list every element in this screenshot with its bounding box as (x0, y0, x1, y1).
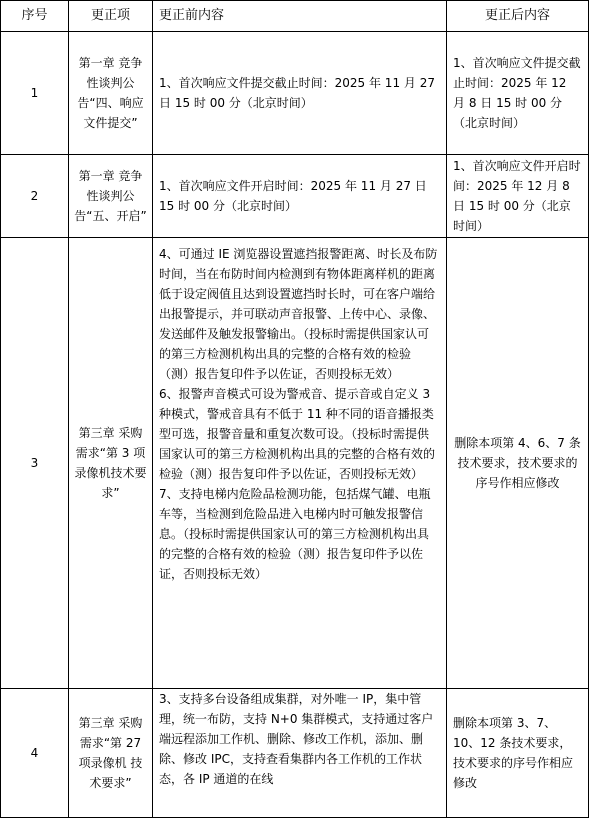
requirement-clause: 4、可通过 IE 浏览器设置遮挡报警距离、时长及布防时间，当在布防时间内检测到有物体距离样机的距离低于设定阀值且达到设置遮挡时长时，可在客户端给出报警提示，并可联动声音报警、上传中心、录像、发送邮件及触发报警输出。（投标时需提供国家认可的第三方检测机构出具的完整的合格有效的检验（测）报告复印件予以佐证，否则投标无效） (159, 247, 438, 381)
content-before: 1、首次响应文件提交截止时间：2025 年 11 月 27 日 15 时 00 分（北京时间） (153, 32, 447, 155)
content-after: 1、首次响应文件提交截止时间：2025 年 12 月 8 日 15 时 00 分（北京时间） (447, 32, 589, 155)
row-number: 1 (1, 32, 69, 155)
content-before: 1、首次响应文件开启时间：2025 年 11 月 27 日 15 时 00 分（北京时间） (153, 155, 447, 238)
header-after: 更正后内容 (447, 1, 589, 32)
correction-item: 第三章 采购需求“第 27 项录像机 技术要求” (69, 689, 153, 818)
content-after: 1、首次响应文件开启时间：2025 年 12 月 8 日 15 时 00 分（北京时间） (447, 155, 589, 238)
header-item: 更正项 (69, 1, 153, 32)
content-before (153, 689, 447, 818)
requirement-clause: 6、报警声音模式可设为警戒音、提示音或自定义 3 种模式，警戒音具有不低于 11 种不同的语音播报类型可选，报警音量和重复次数可设。（投标时需提供国家认可的第三方检测机构出具的完整的合格有效的检验（测）报告复印件予以佐证，否则投标无效） (159, 387, 436, 481)
content-after: 删除本项第 4、6、7 条技术要求，技术要求的序号作相应修改 (447, 238, 589, 689)
row-number: 2 (1, 155, 69, 238)
content-before-text: 3、支持多台设备组成集群，对外唯一 IP，集中管理，统一布防，支持 N+0 集群模式，支持通过客户端远程添加工作机、删除、修改工作机，添加、删除、修改 IPC，支持查看集群内各工作机的工作状态，各 IP 通道的在线 (159, 692, 434, 786)
correction-item: 第一章 竞争性谈判公告“四、响应文件提交” (69, 32, 153, 155)
table-row (1, 238, 589, 689)
table-row (1, 689, 589, 818)
row-number: 4 (1, 689, 69, 818)
correction-item: 第三章 采购需求“第 3 项录像机技术要求” (69, 238, 153, 689)
header-no: 序号 (1, 1, 69, 32)
content-before (153, 238, 447, 689)
table-row (1, 32, 589, 155)
content-after: 删除本项第 3、7、10、12 条技术要求，技术要求的序号作相应修改 (447, 689, 589, 818)
row-number: 3 (1, 238, 69, 689)
header-before: 更正前内容 (153, 1, 447, 32)
table-row (1, 155, 589, 238)
header-row (1, 1, 589, 32)
requirement-clause: 7、支持电梯内危险品检测功能，包括煤气罐、电瓶车等，当检测到危险品进入电梯内时可触发报警信息。（投标时需提供国家认可的第三方检测机构出具的完整的合格有效的检验（测）报告复印件予以佐证，否则投标无效） (159, 487, 431, 581)
correction-item: 第一章 竞争性谈判公告“五、开启” (69, 155, 153, 238)
